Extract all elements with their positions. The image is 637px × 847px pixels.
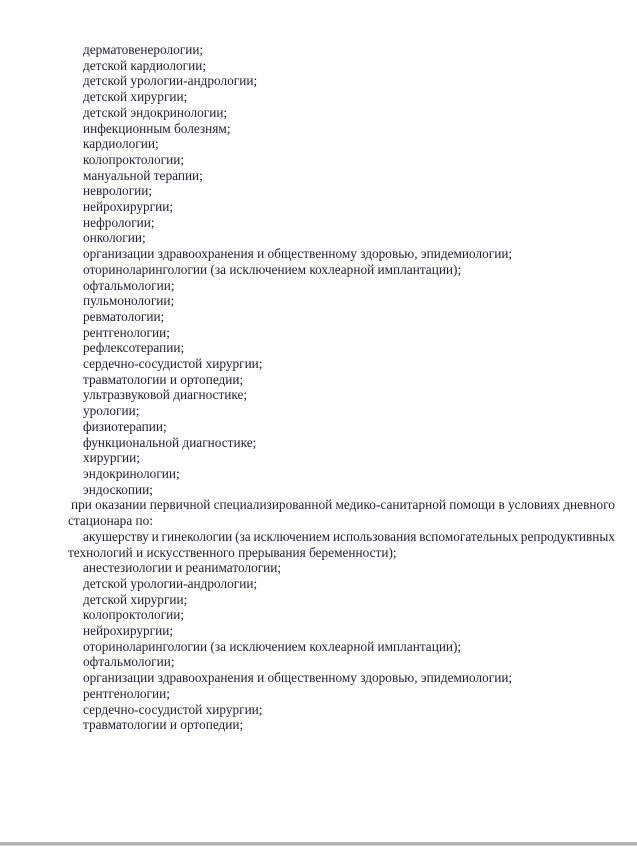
text-line: анестезиологии и реаниматологии; xyxy=(83,560,282,576)
text-line: офтальмологии; xyxy=(83,277,175,293)
text-line: детской хирургии; xyxy=(83,89,188,105)
word: гинекологии xyxy=(161,528,233,544)
word: вспомогательных xyxy=(419,528,519,544)
text-line: эндокринологии; xyxy=(83,465,180,481)
text-line: детской эндокринологии; xyxy=(83,104,228,120)
word: медико-санитарной xyxy=(335,497,446,513)
text-line: онкологии; xyxy=(83,230,146,246)
word: акушерству xyxy=(83,528,149,544)
text-line: эндоскопии; xyxy=(83,481,153,497)
text-line: травматологии и ортопедии; xyxy=(83,717,244,733)
text-line: сердечно-сосудистой хирургии; xyxy=(83,356,263,372)
text-line: колопроктологии; xyxy=(83,151,185,167)
word: репродуктивных xyxy=(520,528,615,544)
text-line: рефлексотерапии; xyxy=(83,340,185,356)
text-line: нейрохирургии; xyxy=(83,199,174,215)
word: дневного xyxy=(563,497,615,513)
text-line xyxy=(68,529,615,545)
text-line: урологии; xyxy=(83,403,140,419)
word: исключением xyxy=(253,528,331,544)
text-line: нефрологии; xyxy=(83,214,155,230)
word: использования xyxy=(332,528,417,544)
text-line: детской хирургии; xyxy=(83,591,188,607)
text-line: детской кардиологии; xyxy=(83,57,207,73)
text-line: колопроктологии; xyxy=(83,607,185,623)
text-line: офтальмологии; xyxy=(83,654,175,670)
text-line: ультразвуковой диагностике; xyxy=(83,387,248,403)
document-text-block xyxy=(68,42,615,733)
text-line: детской урологии-андрологии; xyxy=(83,73,258,89)
text-line: рентгенологии; xyxy=(83,685,170,701)
text-line: функциональной диагностике; xyxy=(83,434,257,450)
text-line: кардиологии; xyxy=(83,136,159,152)
text-line: физиотерапии; xyxy=(83,418,167,434)
word: помощи xyxy=(449,497,496,513)
word: (за xyxy=(235,528,251,544)
text-line: нейрохирургии; xyxy=(83,623,174,639)
text-line: организации здравоохранения и общественному здоровью, эпидемиологии; xyxy=(83,246,513,262)
text-line: хирургии; xyxy=(83,450,140,466)
text-line: оториноларингологии (за исключением кохлеарной имплантации); xyxy=(83,638,462,654)
text-line: ревматологии; xyxy=(83,308,165,324)
word: первичной xyxy=(149,497,211,513)
text-line: инфекционным болезням; xyxy=(83,120,231,136)
text-line: технологий и искусственного прерывания беременности); xyxy=(68,544,397,560)
text-line: организации здравоохранения и общественному здоровью, эпидемиологии; xyxy=(83,670,513,686)
text-line: рентгенологии; xyxy=(83,324,170,340)
word: в xyxy=(498,497,505,513)
word: и xyxy=(151,528,159,544)
word: оказании xyxy=(95,497,147,513)
word: специализированной xyxy=(213,497,333,513)
text-line: неврологии; xyxy=(83,183,153,199)
text-line: дерматовенерологии; xyxy=(83,42,204,57)
word: при xyxy=(71,497,92,513)
text-line: детской урологии-андрологии; xyxy=(83,575,258,591)
text-line: стационара по: xyxy=(68,513,154,529)
text-line xyxy=(68,497,615,513)
text-line: травматологии и ортопедии; xyxy=(83,371,244,387)
text-line: сердечно-сосудистой хирургии; xyxy=(83,701,263,717)
text-line: мануальной терапии; xyxy=(83,167,203,183)
text-line: пульмонологии; xyxy=(83,293,175,309)
text-line: оториноларингологии (за исключением кохлеарной имплантации); xyxy=(83,261,462,277)
page-bottom-edge xyxy=(0,842,637,846)
word: условиях xyxy=(508,497,561,513)
